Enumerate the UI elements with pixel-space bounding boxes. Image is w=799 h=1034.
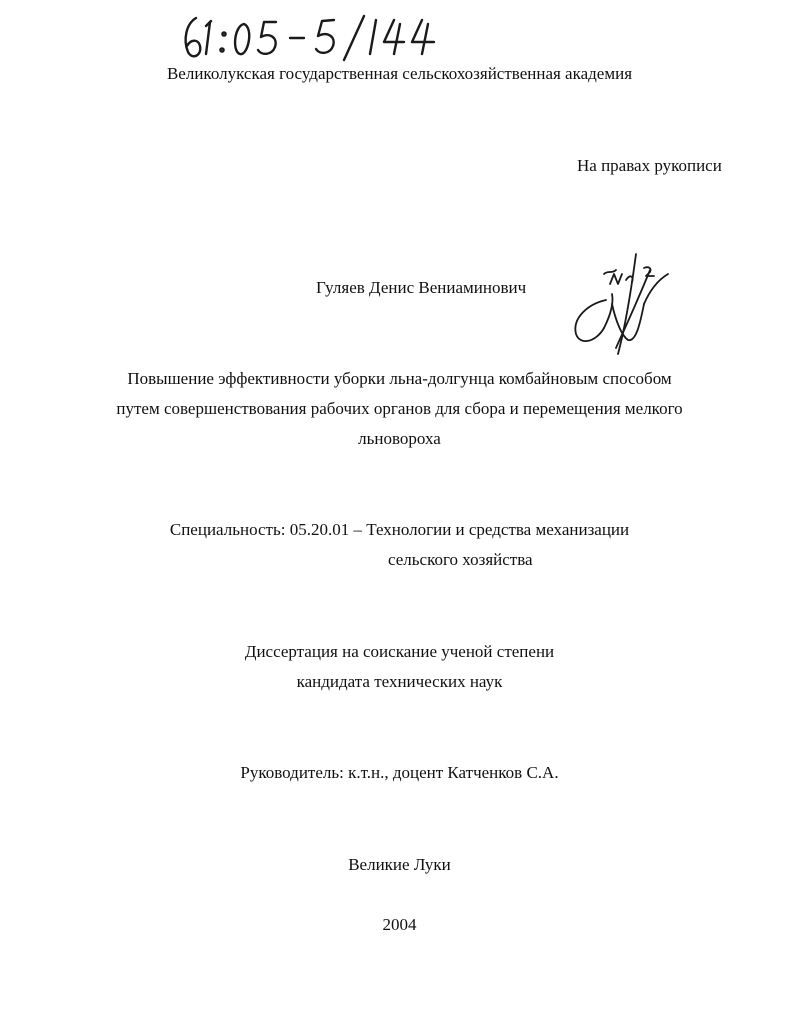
- dissertation-title-line-2: путем совершенствования рабочих органов для сбора и перемещения мелкого: [116, 399, 683, 418]
- dissertation-title-line-3: льновороха: [358, 429, 441, 448]
- academy-name: Великолукская государственная сельскохозяйственная академия: [166, 64, 633, 83]
- author-signature: [566, 244, 676, 356]
- handwritten-archive-number: [178, 10, 448, 62]
- degree-line-2: кандидата технических наук: [296, 672, 503, 691]
- specialty-line-1: Специальность: 05.20.01 – Технологии и средства механизации: [169, 520, 630, 539]
- city: Великие Луки: [348, 855, 451, 874]
- specialty-line-2: сельского хозяйства: [388, 550, 533, 569]
- year: 2004: [382, 915, 417, 934]
- author-name: Гуляев Денис Вениаминович: [316, 278, 527, 297]
- manuscript-rights-note: На правах рукописи: [577, 156, 722, 175]
- degree-line-1: Диссертация на соискание ученой степени: [244, 642, 555, 661]
- supervisor-line: Руководитель: к.т.н., доцент Катченков С.А.: [240, 763, 559, 782]
- dissertation-title-line-1: Повышение эффективности уборки льна-долгунца комбайновым способом: [127, 369, 672, 388]
